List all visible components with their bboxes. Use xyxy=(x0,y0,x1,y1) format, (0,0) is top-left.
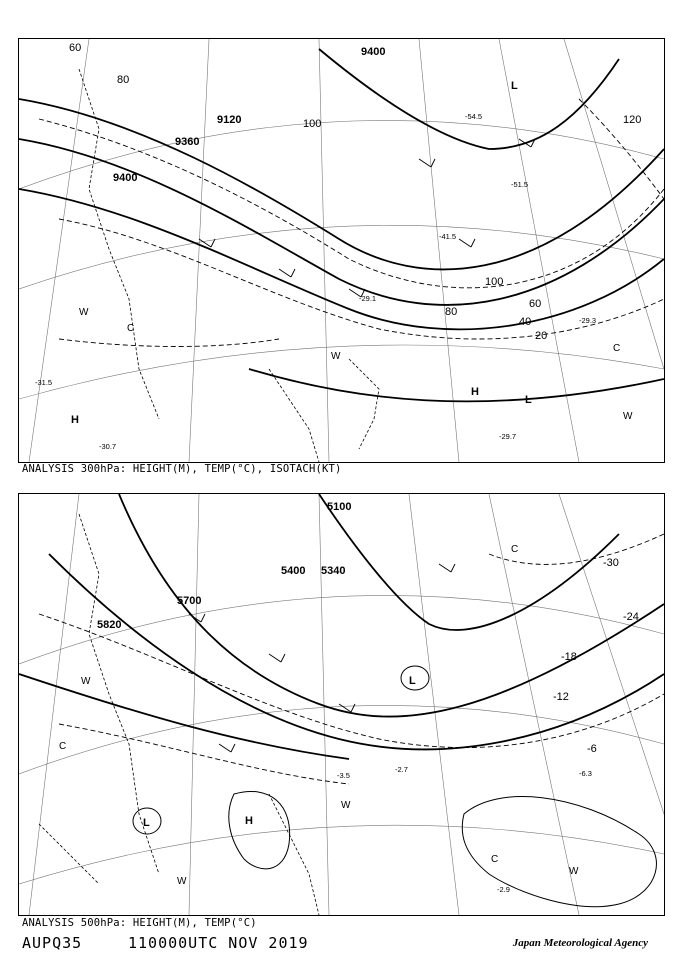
temp-label: -29.3 xyxy=(579,316,597,325)
isotach-labels-300 xyxy=(69,42,641,342)
valid-time: 110000UTC NOV 2019 xyxy=(128,934,309,952)
low-center: L xyxy=(143,817,150,829)
isotach-label: 100 xyxy=(303,118,322,130)
temp-value: -6.3 xyxy=(579,769,592,778)
height-label: 5340 xyxy=(321,565,346,577)
chart-code: AUPQ35 xyxy=(22,934,83,952)
cold-marker: C xyxy=(613,343,621,354)
isotach-label: 60 xyxy=(529,298,542,310)
temp-value: -3.5 xyxy=(337,771,350,780)
high-contour xyxy=(229,791,290,868)
pressure-centers-300 xyxy=(71,80,532,426)
warm-marker: W xyxy=(623,411,633,422)
map-300hpa-svg xyxy=(19,39,664,462)
isotach-label: 40 xyxy=(519,316,532,328)
low-center: L xyxy=(525,394,532,406)
temp-values-500 xyxy=(337,765,592,894)
temp-label: -30 xyxy=(603,557,619,569)
isotach-label: 20 xyxy=(535,330,548,342)
warm-marker: W xyxy=(331,351,341,362)
temp-value: -2.9 xyxy=(497,885,510,894)
warm-region-contour xyxy=(462,797,656,907)
high-center: H xyxy=(71,414,79,426)
coastline-500 xyxy=(39,514,319,915)
temp-label: -18 xyxy=(561,651,577,663)
caption-300hpa: ANALYSIS 300hPa: HEIGHT(M), TEMP(°C), ISOTACH(KT) xyxy=(22,463,342,475)
height-labels-500 xyxy=(97,501,351,631)
temp-label: -12 xyxy=(553,691,569,703)
wind-markers-300 xyxy=(79,307,633,422)
height-label: 9120 xyxy=(217,114,242,126)
high-center: H xyxy=(471,386,479,398)
isotach-label: 80 xyxy=(117,74,130,86)
temp-label: -24 xyxy=(623,611,639,623)
wind-barbs-300 xyxy=(199,139,535,297)
isotach-label: 60 xyxy=(69,42,82,54)
height-label: 5700 xyxy=(177,595,202,607)
cold-marker: C xyxy=(491,854,499,865)
temp-label: -41.5 xyxy=(439,232,457,241)
height-label: 9360 xyxy=(175,136,200,148)
cold-marker: C xyxy=(59,741,67,752)
warm-marker: W xyxy=(81,676,91,687)
low-center: L xyxy=(511,80,518,92)
temp-label: -6 xyxy=(587,743,597,755)
height-labels-300 xyxy=(113,46,385,184)
high-center: H xyxy=(245,815,253,827)
wind-barbs-500 xyxy=(189,564,455,752)
cold-marker: C xyxy=(511,544,519,555)
warm-marker: W xyxy=(341,800,351,811)
temp-label: -29.7 xyxy=(499,432,517,441)
warm-marker: W xyxy=(177,876,187,887)
warm-marker: W xyxy=(569,866,579,877)
temp-label: -29.1 xyxy=(359,294,377,303)
isotach-label: 80 xyxy=(445,306,458,318)
temp-label: -51.5 xyxy=(511,180,529,189)
map-panel-500hpa xyxy=(18,493,665,916)
temp-label: -30.7 xyxy=(99,442,117,451)
height-label: 5100 xyxy=(327,501,352,513)
map-panel-300hpa xyxy=(18,38,665,463)
temp-label: -54.5 xyxy=(465,112,483,121)
height-contours-300 xyxy=(19,49,664,401)
temp-value: -2.7 xyxy=(395,765,408,774)
caption-500hpa: ANALYSIS 500hPa: HEIGHT(M), TEMP(°C) xyxy=(22,917,257,929)
height-label: 5820 xyxy=(97,619,122,631)
isotach-label: 100 xyxy=(485,276,504,288)
wind-markers-500 xyxy=(59,544,579,887)
graticule-300 xyxy=(19,39,664,462)
cold-marker: C xyxy=(127,323,135,334)
temp-label: -31.5 xyxy=(35,378,53,387)
height-label: 5400 xyxy=(281,565,306,577)
temp-labels-500 xyxy=(553,557,639,755)
height-label: 9400 xyxy=(361,46,386,58)
height-label: 9400 xyxy=(113,172,138,184)
map-500hpa-svg xyxy=(19,494,664,915)
agency-name: Japan Meteorological Agency xyxy=(512,937,648,949)
isotach-label: 120 xyxy=(623,114,642,126)
pressure-centers-500 xyxy=(143,675,416,829)
warm-marker: W xyxy=(79,307,89,318)
low-center: L xyxy=(409,675,416,687)
